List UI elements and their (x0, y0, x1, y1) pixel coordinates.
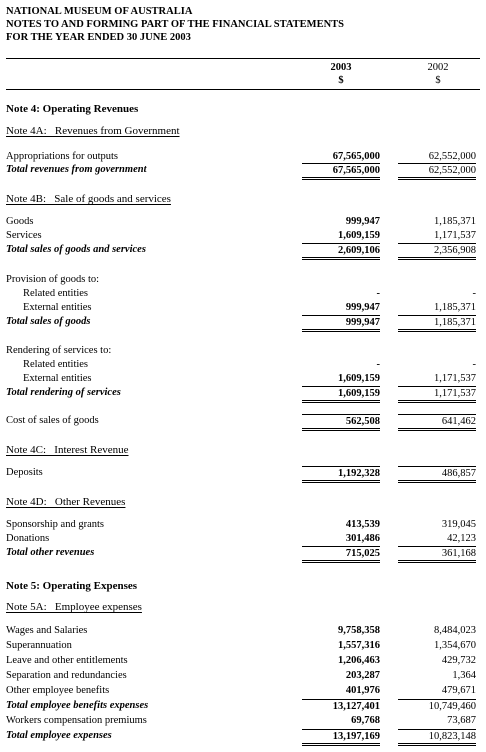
col-2003: 2003 (330, 62, 352, 73)
header-rule (6, 58, 480, 59)
table-row-total: Total sales of goods 999,947 1,185,371 (0, 315, 486, 329)
table-row: Sponsorship and grants 413,539 319,045 (6, 519, 476, 530)
table-row-total: Total other revenues 715,025 361,168 (0, 546, 486, 560)
table-row: Leave and other entitlements 1,206,463 429,732 (6, 655, 476, 666)
table-row: Workers compensation premiums 69,768 73,687 (6, 715, 476, 726)
table-row-total: Total rendering of services 1,609,159 1,171,537 (0, 386, 486, 400)
table-row: External entities 999,947 1,185,371 (23, 302, 476, 313)
table-row: Superannuation 1,557,316 1,354,670 (6, 640, 476, 651)
table-row: Appropriations for outputs 67,565,000 62,552,000 (6, 151, 476, 162)
table-row: Other employee benefits 401,976 479,671 (6, 685, 476, 696)
table-row-total: Total revenues from government 67,565,000 62,552,000 (0, 163, 486, 177)
note5-title: Note 5: Operating Expenses (6, 580, 138, 592)
table-row-total: Total sales of goods and services 2,609,106 2,356,908 (0, 243, 486, 257)
col-2002-unit: $ (435, 75, 441, 86)
table-row-cost: Cost of sales of goods 562,508 641,462 (0, 414, 486, 428)
rendering-title: Rendering of services to: (6, 345, 112, 356)
table-row-subtotal: Total employee benefits expenses 13,127,401 10,749,460 (6, 700, 476, 712)
note4a-title: Note 4A: Revenues from Government (6, 125, 180, 137)
note4-title: Note 4: Operating Revenues (6, 103, 139, 115)
table-row-total: Total employee expenses 13,197,169 10,823,148 (0, 729, 486, 743)
col-2002: 2002 (427, 62, 449, 73)
provision-title: Provision of goods to: (6, 274, 100, 285)
note4c-title: Note 4C: Interest Revenue (6, 444, 129, 456)
table-row: Goods 999,947 1,185,371 (6, 216, 476, 227)
org-title: NATIONAL MUSEUM OF AUSTRALIA (6, 6, 193, 17)
table-row: Donations 301,486 42,123 (6, 533, 476, 544)
table-row: Wages and Salaries 9,758,358 8,484,023 (6, 625, 476, 636)
notes-title: NOTES TO AND FORMING PART OF THE FINANCIAL STATEMENTS (6, 19, 345, 30)
note4d-title: Note 4D: Other Revenues (6, 496, 126, 508)
table-row: Services 1,609,159 1,171,537 (6, 230, 476, 241)
table-row-deposits: Deposits 1,192,328 486,857 (0, 466, 486, 480)
col-2003-unit: $ (338, 75, 344, 86)
table-row: Related entities - - (23, 288, 476, 299)
table-row: External entities 1,609,159 1,171,537 (23, 373, 476, 384)
table-row: Related entities - - (23, 359, 476, 370)
table-row: Separation and redundancies 203,287 1,364 (6, 670, 476, 681)
period-title: FOR THE YEAR ENDED 30 JUNE 2003 (6, 32, 191, 43)
column-rule (6, 89, 480, 90)
note4b-title: Note 4B: Sale of goods and services (6, 193, 171, 205)
note5a-title: Note 5A: Employee expenses (6, 601, 142, 613)
